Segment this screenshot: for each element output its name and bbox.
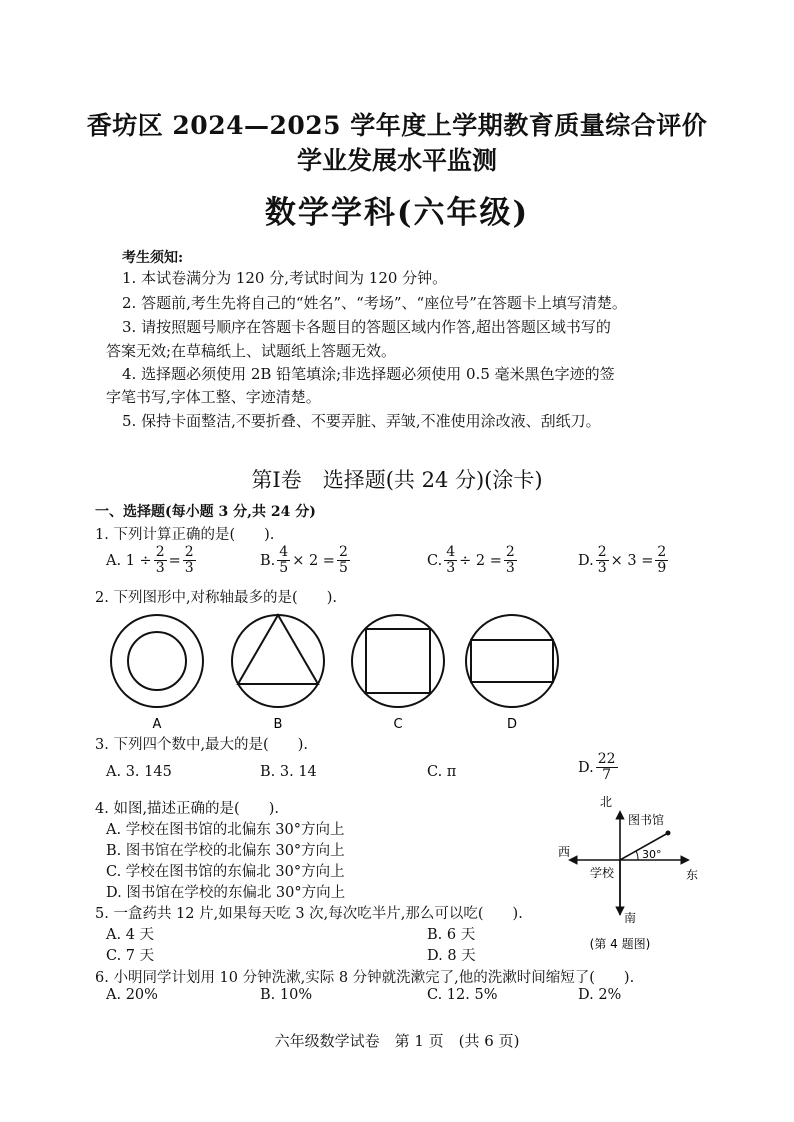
q4-option-b: B. 图书馆在学校的北偏东 30°方向上 [106,843,345,859]
q4-option-d: D. 图书馆在学校的东偏北 30°方向上 [106,885,346,901]
q1-option-b: B. $\frac{4}{5}$ × 2 = $\frac{2}{5}$ [260,544,348,576]
q1-option-c: C. $\frac{4}{3}$ ÷ 2 = $\frac{2}{3}$ [427,544,515,576]
q6-option-b: B. 10% [260,987,313,1003]
library-label: 图书馆 [628,813,665,827]
section-title: 第Ⅰ卷 选择题(共 24 分)(涂卡) [251,468,543,492]
figure-caption: (第 4 题图) [589,937,651,951]
school-label: 学校 [590,866,615,880]
q1-option-d: D. $\frac{2}{3}$ × 3 = $\frac{2}{9}$ [578,544,667,576]
notice-line-2: 2. 答题前,考生先将自己的“姓名”、“考场”、“座位号”在答题卡上填写清楚。 [122,294,627,312]
q6-option-d: D. 2% [578,987,622,1003]
q5-option-b: B. 6 天 [427,927,476,943]
notice-heading: 考生须知: [122,250,184,266]
figure-d-rectangle-in-circle [466,615,558,707]
figure-b-triangle-in-circle [232,615,324,707]
figure-label-c: C [393,717,403,732]
east-label: 东 [686,868,699,882]
south-label: 南 [624,911,637,925]
notice-line-3b: 答案无效;在草稿纸上、试题纸上答题无效。 [106,342,397,360]
exam-title-line2: 学业发展水平监测 [296,146,497,175]
q2-figures [100,605,570,735]
q3-option-b: B. 3. 14 [260,764,317,780]
exam-title-line1: 香坊区 2024—2025 学年度上学期教育质量综合评价 [86,111,708,140]
notice-line-5: 5. 保持卡面整洁,不要折叠、不要弄脏、弄皱,不准使用涂改液、刮纸刀。 [122,412,601,430]
notice-line-1: 1. 本试卷满分为 120 分,考试时间为 120 分钟。 [122,269,448,287]
q4-compass-figure [540,790,710,960]
subject-title: 数学学科(六年级) [264,195,530,231]
q6-stem: 6. 小明同学计划用 10 分钟洗漱,实际 8 分钟就洗漱完了,他的洗漱时间缩短了( ). [95,970,635,986]
q4-option-c: C. 学校在图书馆的东偏北 30°方向上 [106,864,345,880]
figure-c-square-in-circle [352,615,444,707]
q5-option-a: A. 4 天 [106,927,155,943]
notice-line-4: 4. 选择题必须使用 2B 铅笔填涂;非选择题必须使用 0.5 毫米黑色字迹的签 [122,365,615,383]
angle-arc [636,851,638,860]
library-point [666,831,671,836]
page-footer: 六年级数学试卷 第 1 页 (共 6 页) [274,1032,520,1050]
q1-stem: 1. 下列计算正确的是( ). [95,527,275,543]
q3-option-a: A. 3. 145 [106,764,172,780]
north-label: 北 [599,795,612,809]
figure-label-a: A [152,717,162,732]
part-heading: 一、选择题(每小题 3 分,共 24 分) [95,504,316,520]
q3-stem: 3. 下列四个数中,最大的是( ). [95,737,308,753]
q4-option-a: A. 学校在图书馆的北偏东 30°方向上 [106,822,345,838]
angle-label: 30° [642,848,662,861]
q3-option-c: C. π [427,764,457,780]
q1-option-a: A. 1 ÷ $\frac{2}{3}$ = $\frac{2}{3}$ [106,544,194,576]
q5-option-d: D. 8 天 [427,948,476,964]
west-label: 西 [558,845,571,859]
q6-option-c: C. 12. 5% [427,987,498,1003]
q6-option-a: A. 20% [106,987,158,1003]
notice-line-3: 3. 请按照题号顺序在答题卡各题目的答题区域内作答,超出答题区域书写的 [122,318,611,336]
figure-label-b: B [273,717,283,732]
q4-stem: 4. 如图,描述正确的是( ). [95,801,279,817]
figure-label-d: D [506,717,518,732]
q5-option-c: C. 7 天 [106,948,155,964]
notice-line-4b: 字笔书写,字体工整、字迹清楚。 [106,388,321,406]
q2-stem: 2. 下列图形中,对称轴最多的是( ). [95,590,337,606]
q3-option-d: D. $\frac{22}{7}$ [578,751,616,783]
figure-a-concentric-circles [111,615,203,707]
q5-stem: 5. 一盒药共 12 片,如果每天吃 3 次,每次吃半片,那么可以吃( ). [95,906,523,922]
